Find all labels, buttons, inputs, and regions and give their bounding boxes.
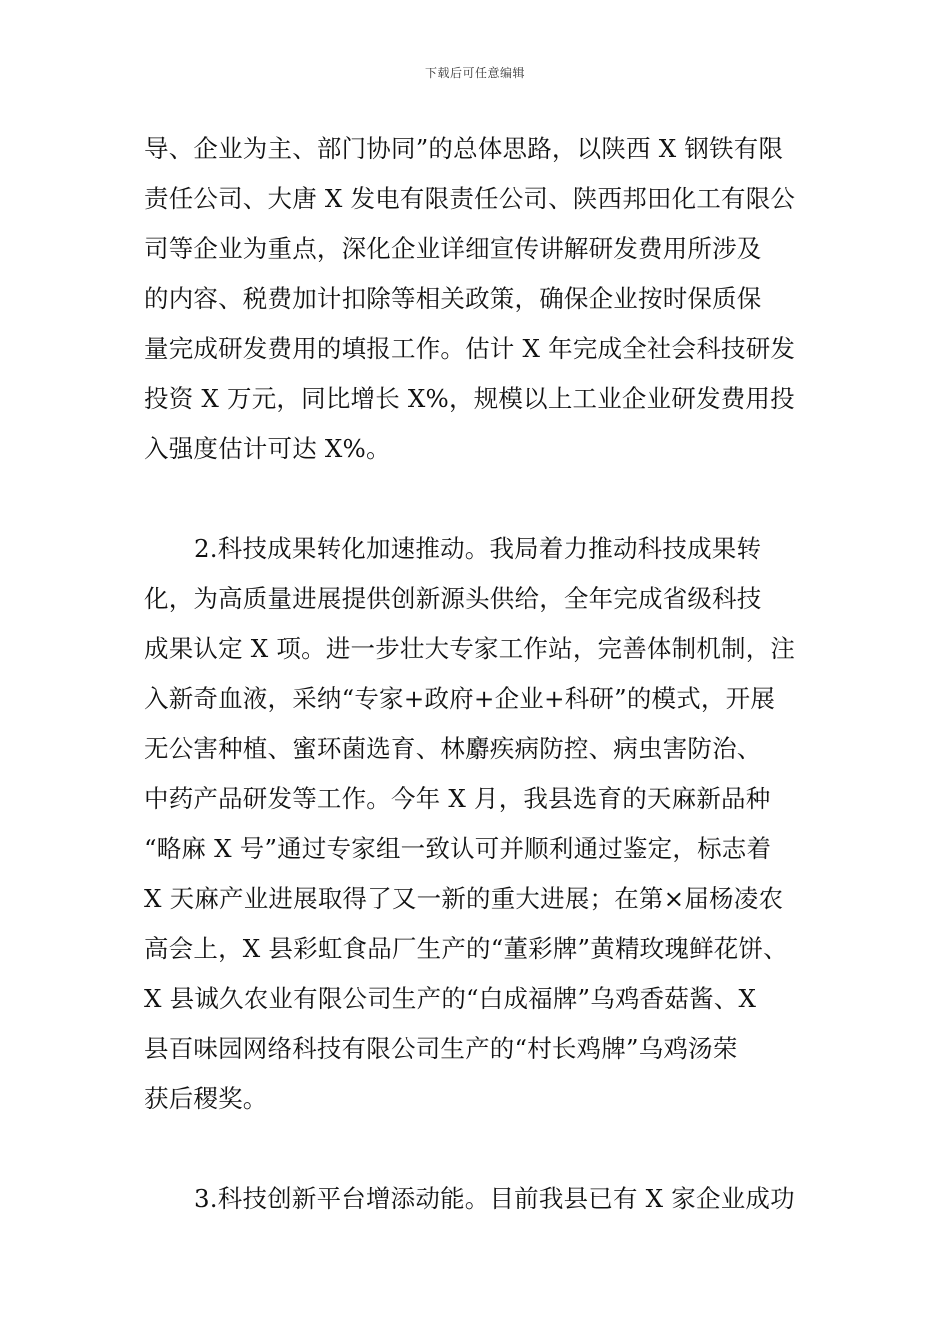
- text-line: 导、企业为主、部门协同”的总体思路，以陕西 X 钢铁有限: [144, 134, 784, 163]
- text-line: 获后稷奖。: [144, 1084, 268, 1113]
- text-line: 中药产品研发等工作。今年 X 月，我县选育的天麻新品种: [144, 784, 771, 813]
- text-line: 高会上，X 县彩虹食品厂生产的“董彩牌”黄精玫瑰鲜花饼、: [144, 934, 788, 963]
- text-line: 2.科技成果转化加速推动。我局着力推动科技成果转: [194, 534, 762, 563]
- text-line: X 县诚久农业有限公司生产的“白成福牌”乌鸡香菇酱、X: [144, 984, 757, 1013]
- text-line: “略麻 X 号”通过专家组一致认可并顺利通过鉴定，标志着: [144, 834, 772, 863]
- text-line: 入强度估计可达 X%。: [144, 434, 391, 463]
- text-line: 无公害种植、蜜环菌选育、林麝疾病防控、病虫害防治、: [144, 734, 762, 763]
- text-line: 司等企业为重点，深化企业详细宣传讲解研发费用所涉及: [144, 234, 762, 263]
- text-line: 成果认定 X 项。进一步壮大专家工作站，完善体制机制，注: [144, 634, 796, 663]
- text-line: X 天麻产业进展取得了又一新的重大进展；在第×届杨凌农: [144, 884, 784, 913]
- text-line: 投资 X 万元，同比增长 X%，规模以上工业企业研发费用投: [144, 384, 795, 413]
- text-line: 化，为高质量进展提供创新源头供给，全年完成省级科技: [144, 584, 762, 613]
- text-line: 的内容、税费加计扣除等相关政策，确保企业按时保质保: [144, 284, 762, 313]
- text-line: 量完成研发费用的填报工作。估计 X 年完成全社会科技研发: [144, 334, 796, 363]
- text-line: 责任公司、大唐 X 发电有限责任公司、陕西邦田化工有限公: [144, 184, 796, 213]
- text-line: 县百味园网络科技有限公司生产的“村长鸡牌”乌鸡汤荣: [144, 1034, 738, 1063]
- text-line: 入新奇血液，采纳“专家+政府+企业+科研”的模式，开展: [144, 684, 776, 713]
- page-header: 下载后可任意编辑: [424, 66, 525, 80]
- text-line: 3.科技创新平台增添动能。目前我县已有 X 家企业成功: [194, 1184, 795, 1213]
